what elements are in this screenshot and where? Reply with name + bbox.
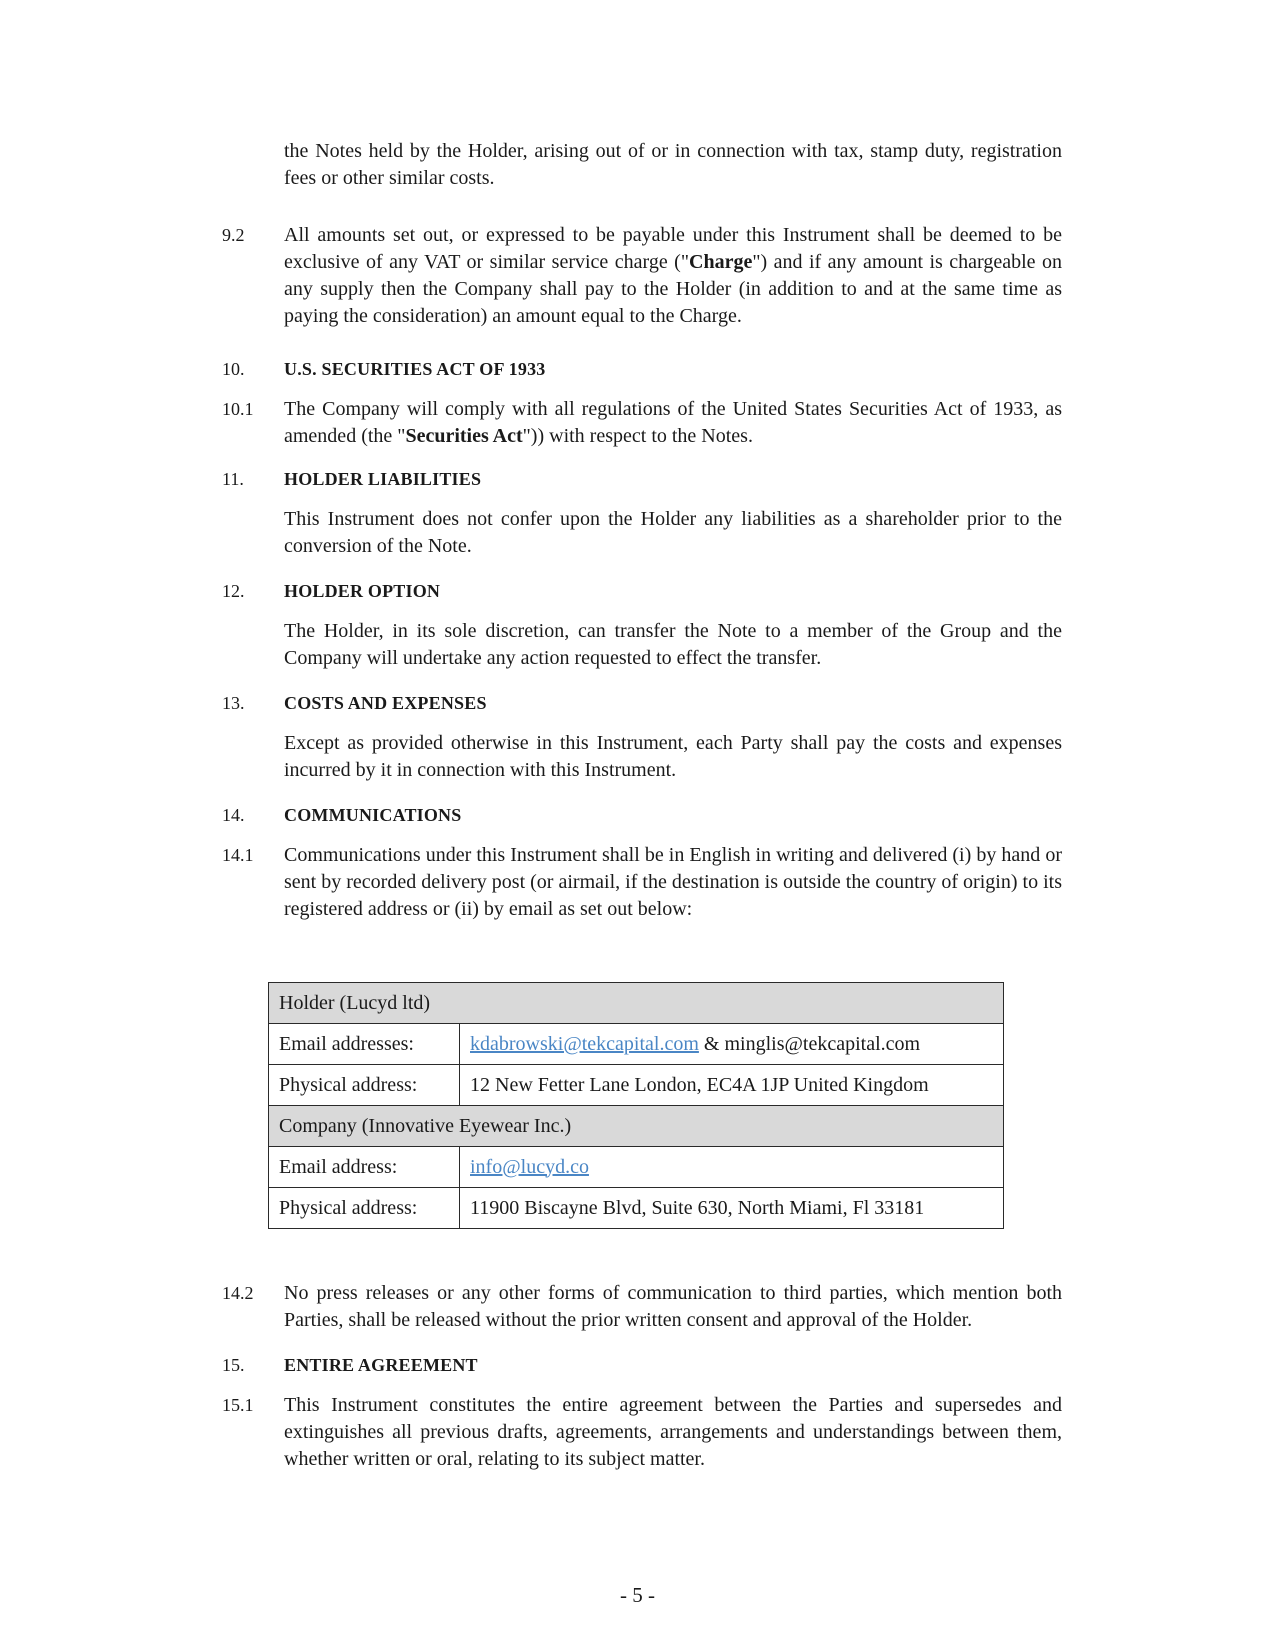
section-11-body — [222, 506, 1062, 560]
clause-text: No press releases or any other forms of communication to third parties, which mention both Parties, shall be released without the prior written consent and approval of the Holder. — [284, 1282, 1062, 1331]
clause-text-before: All amounts set out, or expressed to be payable under this Instrument shall be deemed to be exclusive of any VAT or similar service charge (" — [284, 224, 1062, 273]
holder-address-cell: 12 New Fetter Lane London, EC4A 1JP United Kingdom — [460, 1065, 1004, 1106]
table-row-holder-header — [269, 983, 1004, 1024]
holder-address-label: Physical address: — [269, 1065, 460, 1106]
table-row-holder-address — [269, 1065, 1004, 1106]
section-12-heading — [222, 578, 1062, 605]
holder-email-secondary: & minglis@tekcapital.com — [698, 1032, 921, 1055]
section-13-heading — [222, 690, 1062, 717]
continuation-paragraph — [222, 138, 1062, 192]
clause-text-before: The Company will comply with all regulations of the United States Securities Act of 1933, as amended (the " — [284, 398, 1062, 447]
section-title: U.S. SECURITIES ACT OF 1933 — [284, 359, 546, 379]
company-email-label: Email address: — [269, 1147, 460, 1188]
clause-text — [284, 222, 1062, 330]
continuation-text: the Notes held by the Holder, arising out of or in connection with tax, stamp duty, registration fees or other similar costs. — [284, 140, 1062, 189]
section-text: The Holder, in its sole discretion, can transfer the Note to a member of the Group and the Company will undertake any action requested to effect the transfer. — [284, 620, 1062, 669]
clause-text — [284, 396, 1062, 450]
clause-10-1 — [222, 396, 1062, 450]
section-number: 13. — [222, 693, 245, 713]
clause-text-after: ") and if any amount is chargeable on any supply then the Company shall pay to the Holder (in addition to and at the same time as paying the consideration) an amount equal to the Charge. — [284, 251, 1062, 327]
company-email-cell — [460, 1147, 1004, 1188]
section-number: 14. — [222, 805, 245, 825]
table-row-company-header — [269, 1106, 1004, 1147]
company-address-label: Physical address: — [269, 1188, 460, 1229]
section-title: HOLDER LIABILITIES — [284, 469, 482, 489]
section-text: Except as provided otherwise in this Instrument, each Party shall pay the costs and expenses incurred by it in connection with this Instrument. — [284, 732, 1062, 781]
company-header-cell: Company (Innovative Eyewear Inc.) — [269, 1106, 1004, 1147]
clause-15-1 — [222, 1392, 1062, 1473]
section-number: 12. — [222, 581, 245, 601]
holder-email-label: Email addresses: — [269, 1024, 460, 1065]
section-14-heading — [222, 802, 1062, 829]
company-address-cell: 11900 Biscayne Blvd, Suite 630, North Miami, Fl 33181 — [460, 1188, 1004, 1229]
contact-details-table — [268, 982, 1004, 1229]
holder-email-link[interactable]: kdabrowski@tekcapital.com — [470, 1032, 699, 1055]
section-title: HOLDER OPTION — [284, 581, 441, 601]
section-number: 10. — [222, 359, 245, 379]
page-number: - 5 - — [620, 1583, 655, 1607]
section-number: 15. — [222, 1355, 245, 1375]
clause-number: 15.1 — [222, 1395, 254, 1415]
clause-number: 14.1 — [222, 845, 254, 865]
table-row-company-address — [269, 1188, 1004, 1229]
section-13-body — [222, 730, 1062, 784]
defined-term-charge: Charge — [689, 251, 753, 273]
section-11-heading — [222, 466, 1062, 493]
clause-text-after: ")) with respect to the Notes. — [522, 425, 753, 447]
section-15-heading — [222, 1352, 1062, 1379]
table-row-company-email — [269, 1147, 1004, 1188]
clause-14-1 — [222, 842, 1062, 923]
section-title: COSTS AND EXPENSES — [284, 693, 487, 713]
clause-number: 14.2 — [222, 1283, 254, 1303]
clause-number: 9.2 — [222, 225, 245, 245]
defined-term-securities-act: Securities Act — [405, 425, 523, 447]
table-row-holder-email — [269, 1024, 1004, 1065]
section-title: ENTIRE AGREEMENT — [284, 1355, 478, 1375]
section-12-body — [222, 618, 1062, 672]
section-text: This Instrument does not confer upon the Holder any liabilities as a shareholder prior to the conversion of the Note. — [284, 508, 1062, 557]
holder-email-cell — [460, 1024, 1004, 1065]
clause-number: 10.1 — [222, 399, 254, 419]
clause-text: Communications under this Instrument shall be in English in writing and delivered (i) by hand or sent by recorded delivery post (or airmail, if the destination is outside the country of origin) to its registered address or (ii) by email as set out below: — [284, 844, 1062, 920]
section-10-heading — [222, 356, 1062, 383]
clause-9-2 — [222, 222, 1062, 330]
clause-14-2 — [222, 1280, 1062, 1334]
company-email-link[interactable]: info@lucyd.co — [470, 1155, 589, 1178]
clause-text: This Instrument constitutes the entire agreement between the Parties and supersedes and extinguishes all previous drafts, agreements, arrangements and understandings between them, whether written or oral, relating to its subject matter. — [284, 1394, 1062, 1470]
holder-header-cell: Holder (Lucyd ltd) — [269, 983, 1004, 1024]
section-number: 11. — [222, 469, 244, 489]
section-title: COMMUNICATIONS — [284, 805, 462, 825]
